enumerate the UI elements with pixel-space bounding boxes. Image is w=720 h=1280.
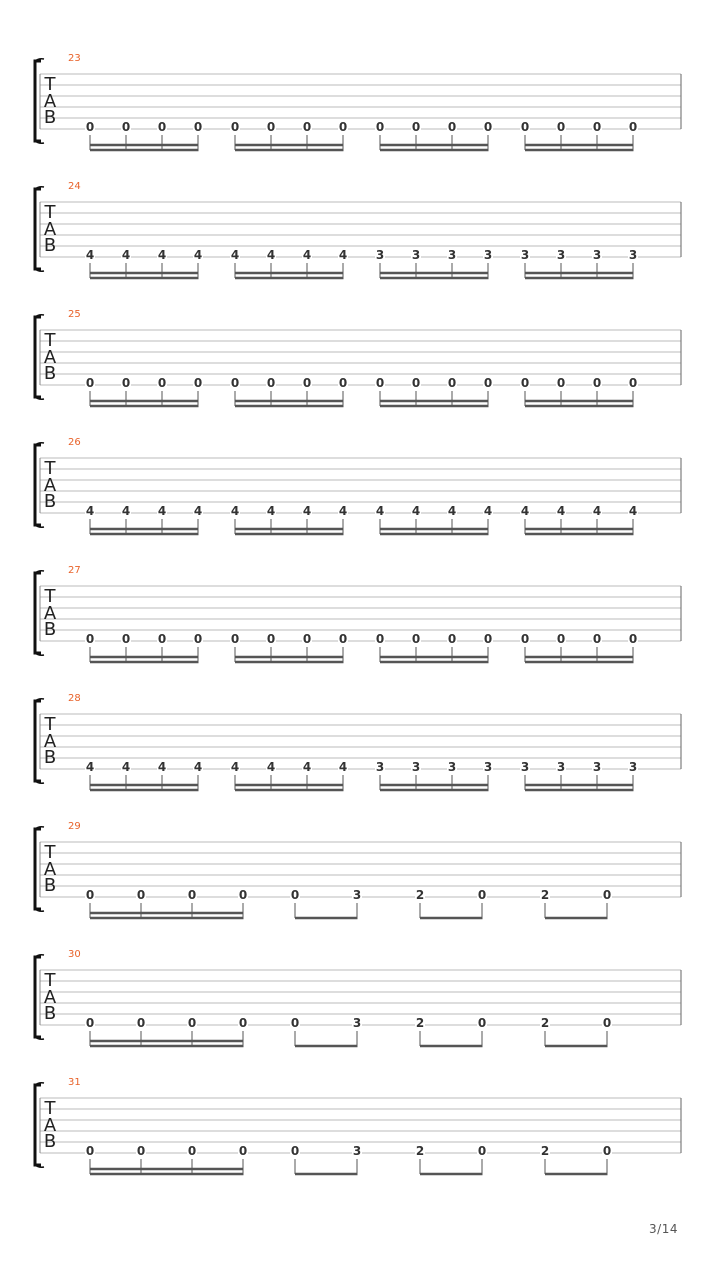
fret-number: 3 [375, 248, 385, 262]
fret-number: 4 [302, 504, 312, 518]
fret-number: 0 [602, 888, 612, 902]
fret-number: 4 [266, 760, 276, 774]
tab-system [35, 693, 681, 790]
fret-number: 4 [483, 504, 493, 518]
fret-number: 0 [483, 376, 493, 390]
tab-clef-letter: B [43, 875, 57, 896]
fret-number: 0 [187, 888, 197, 902]
tab-clef-letter: T [44, 202, 56, 223]
fret-number: 4 [338, 760, 348, 774]
tab-system [35, 565, 681, 662]
fret-number: 4 [121, 760, 131, 774]
fret-number: 4 [628, 504, 638, 518]
fret-number: 4 [85, 504, 95, 518]
measure-number: 29 [68, 821, 81, 832]
fret-number: 3 [352, 888, 362, 902]
fret-number: 0 [483, 632, 493, 646]
fret-number: 0 [520, 120, 530, 134]
tab-clef-letter: B [43, 747, 57, 768]
fret-number: 4 [592, 504, 602, 518]
fret-number: 0 [375, 632, 385, 646]
fret-number: 3 [375, 760, 385, 774]
tab-clef-letter: B [43, 107, 57, 128]
fret-number: 4 [230, 760, 240, 774]
fret-number: 2 [415, 1144, 425, 1158]
tab-clef-letter: B [43, 491, 57, 512]
measure-number: 25 [68, 309, 81, 320]
fret-number: 0 [592, 120, 602, 134]
fret-number: 0 [592, 632, 602, 646]
fret-number: 4 [302, 248, 312, 262]
fret-number: 0 [338, 632, 348, 646]
fret-number: 0 [338, 376, 348, 390]
tab-clef-letter: T [44, 714, 56, 735]
fret-number: 4 [338, 504, 348, 518]
fret-number: 2 [540, 888, 550, 902]
measure-number: 24 [68, 181, 81, 192]
measure-number: 31 [68, 1077, 81, 1088]
fret-number: 2 [540, 1144, 550, 1158]
measure-number: 23 [68, 53, 81, 64]
fret-number: 4 [520, 504, 530, 518]
fret-number: 3 [520, 248, 530, 262]
tab-system [35, 181, 681, 278]
fret-number: 4 [266, 248, 276, 262]
fret-number: 0 [157, 120, 167, 134]
fret-number: 0 [85, 888, 95, 902]
measure-number: 30 [68, 949, 81, 960]
fret-number: 2 [415, 1016, 425, 1030]
fret-number: 3 [411, 248, 421, 262]
fret-number: 4 [447, 504, 457, 518]
fret-number: 0 [230, 120, 240, 134]
fret-number: 0 [85, 1016, 95, 1030]
fret-number: 3 [411, 760, 421, 774]
fret-number: 0 [411, 632, 421, 646]
fret-number: 0 [121, 120, 131, 134]
tab-clef-letter: A [43, 731, 57, 752]
fret-number: 0 [290, 888, 300, 902]
tab-clef-letter: B [43, 1003, 57, 1024]
tab-clef-letter: T [44, 970, 56, 991]
fret-number: 0 [238, 1016, 248, 1030]
fret-number: 3 [483, 248, 493, 262]
tab-clef-letter: T [44, 458, 56, 479]
fret-number: 4 [266, 504, 276, 518]
fret-number: 0 [302, 120, 312, 134]
fret-number: 0 [602, 1144, 612, 1158]
fret-number: 0 [193, 376, 203, 390]
tab-clef-letter: A [43, 475, 57, 496]
fret-number: 0 [136, 1016, 146, 1030]
page-number: 3/14 [649, 1222, 678, 1236]
fret-number: 0 [375, 376, 385, 390]
tab-clef-letter: B [43, 363, 57, 384]
fret-number: 3 [447, 248, 457, 262]
tab-clef-letter: A [43, 859, 57, 880]
fret-number: 3 [628, 248, 638, 262]
fret-number: 0 [85, 632, 95, 646]
fret-number: 0 [477, 888, 487, 902]
fret-number: 0 [230, 632, 240, 646]
fret-number: 0 [238, 888, 248, 902]
fret-number: 0 [520, 376, 530, 390]
fret-number: 0 [85, 1144, 95, 1158]
fret-number: 3 [447, 760, 457, 774]
fret-number: 4 [411, 504, 421, 518]
tab-clef-letter: B [43, 1131, 57, 1152]
fret-number: 0 [447, 376, 457, 390]
fret-number: 4 [230, 248, 240, 262]
fret-number: 0 [121, 632, 131, 646]
tab-system [35, 309, 681, 406]
fret-number: 4 [193, 504, 203, 518]
tab-clef-letter: A [43, 219, 57, 240]
fret-number: 0 [411, 376, 421, 390]
tab-system [35, 821, 681, 918]
fret-number: 0 [411, 120, 421, 134]
fret-number: 0 [375, 120, 385, 134]
fret-number: 0 [193, 120, 203, 134]
fret-number: 4 [85, 248, 95, 262]
fret-number: 0 [230, 376, 240, 390]
fret-number: 0 [266, 632, 276, 646]
fret-number: 0 [302, 632, 312, 646]
measure-number: 28 [68, 693, 81, 704]
fret-number: 4 [193, 760, 203, 774]
fret-number: 2 [540, 1016, 550, 1030]
fret-number: 0 [290, 1016, 300, 1030]
fret-number: 4 [121, 504, 131, 518]
fret-number: 0 [193, 632, 203, 646]
fret-number: 4 [85, 760, 95, 774]
fret-number: 0 [85, 376, 95, 390]
fret-number: 0 [187, 1016, 197, 1030]
fret-number: 3 [592, 248, 602, 262]
fret-number: 4 [556, 504, 566, 518]
fret-number: 3 [520, 760, 530, 774]
fret-number: 0 [520, 632, 530, 646]
tab-clef-letter: T [44, 330, 56, 351]
tab-clef-letter: T [44, 842, 56, 863]
tab-clef-letter: A [43, 1115, 57, 1136]
fret-number: 0 [477, 1144, 487, 1158]
fret-number: 3 [556, 760, 566, 774]
tab-system [35, 53, 681, 150]
fret-number: 3 [352, 1144, 362, 1158]
fret-number: 0 [447, 120, 457, 134]
fret-number: 0 [136, 1144, 146, 1158]
fret-number: 0 [628, 376, 638, 390]
fret-number: 0 [447, 632, 457, 646]
fret-number: 0 [121, 376, 131, 390]
fret-number: 2 [415, 888, 425, 902]
fret-number: 4 [193, 248, 203, 262]
tab-clef-letter: T [44, 1098, 56, 1119]
measure-number: 26 [68, 437, 81, 448]
tab-system [35, 1077, 681, 1174]
fret-number: 4 [157, 504, 167, 518]
fret-number: 0 [556, 376, 566, 390]
fret-number: 4 [157, 248, 167, 262]
fret-number: 0 [556, 632, 566, 646]
tab-clef-letter: A [43, 603, 57, 624]
tab-clef-letter: T [44, 74, 56, 95]
tab-system [35, 437, 681, 534]
fret-number: 0 [592, 376, 602, 390]
fret-number: 0 [266, 120, 276, 134]
tab-clef-letter: A [43, 347, 57, 368]
fret-number: 4 [375, 504, 385, 518]
fret-number: 4 [338, 248, 348, 262]
fret-number: 4 [157, 760, 167, 774]
tab-clef-letter: T [44, 586, 56, 607]
fret-number: 3 [483, 760, 493, 774]
fret-number: 0 [136, 888, 146, 902]
measure-number: 27 [68, 565, 81, 576]
fret-number: 0 [266, 376, 276, 390]
fret-number: 0 [85, 120, 95, 134]
tab-clef-letter: A [43, 91, 57, 112]
fret-number: 3 [592, 760, 602, 774]
fret-number: 0 [187, 1144, 197, 1158]
fret-number: 0 [338, 120, 348, 134]
fret-number: 4 [230, 504, 240, 518]
fret-number: 0 [628, 120, 638, 134]
fret-number: 0 [157, 376, 167, 390]
fret-number: 0 [556, 120, 566, 134]
fret-number: 0 [238, 1144, 248, 1158]
fret-number: 3 [556, 248, 566, 262]
fret-number: 0 [157, 632, 167, 646]
fret-number: 0 [477, 1016, 487, 1030]
tab-clef-letter: A [43, 987, 57, 1008]
tab-system [35, 949, 681, 1046]
fret-number: 0 [628, 632, 638, 646]
tab-clef-letter: B [43, 235, 57, 256]
fret-number: 0 [602, 1016, 612, 1030]
fret-number: 0 [483, 120, 493, 134]
fret-number: 4 [302, 760, 312, 774]
tab-clef-letter: B [43, 619, 57, 640]
fret-number: 0 [290, 1144, 300, 1158]
fret-number: 4 [121, 248, 131, 262]
fret-number: 3 [628, 760, 638, 774]
fret-number: 0 [302, 376, 312, 390]
fret-number: 3 [352, 1016, 362, 1030]
